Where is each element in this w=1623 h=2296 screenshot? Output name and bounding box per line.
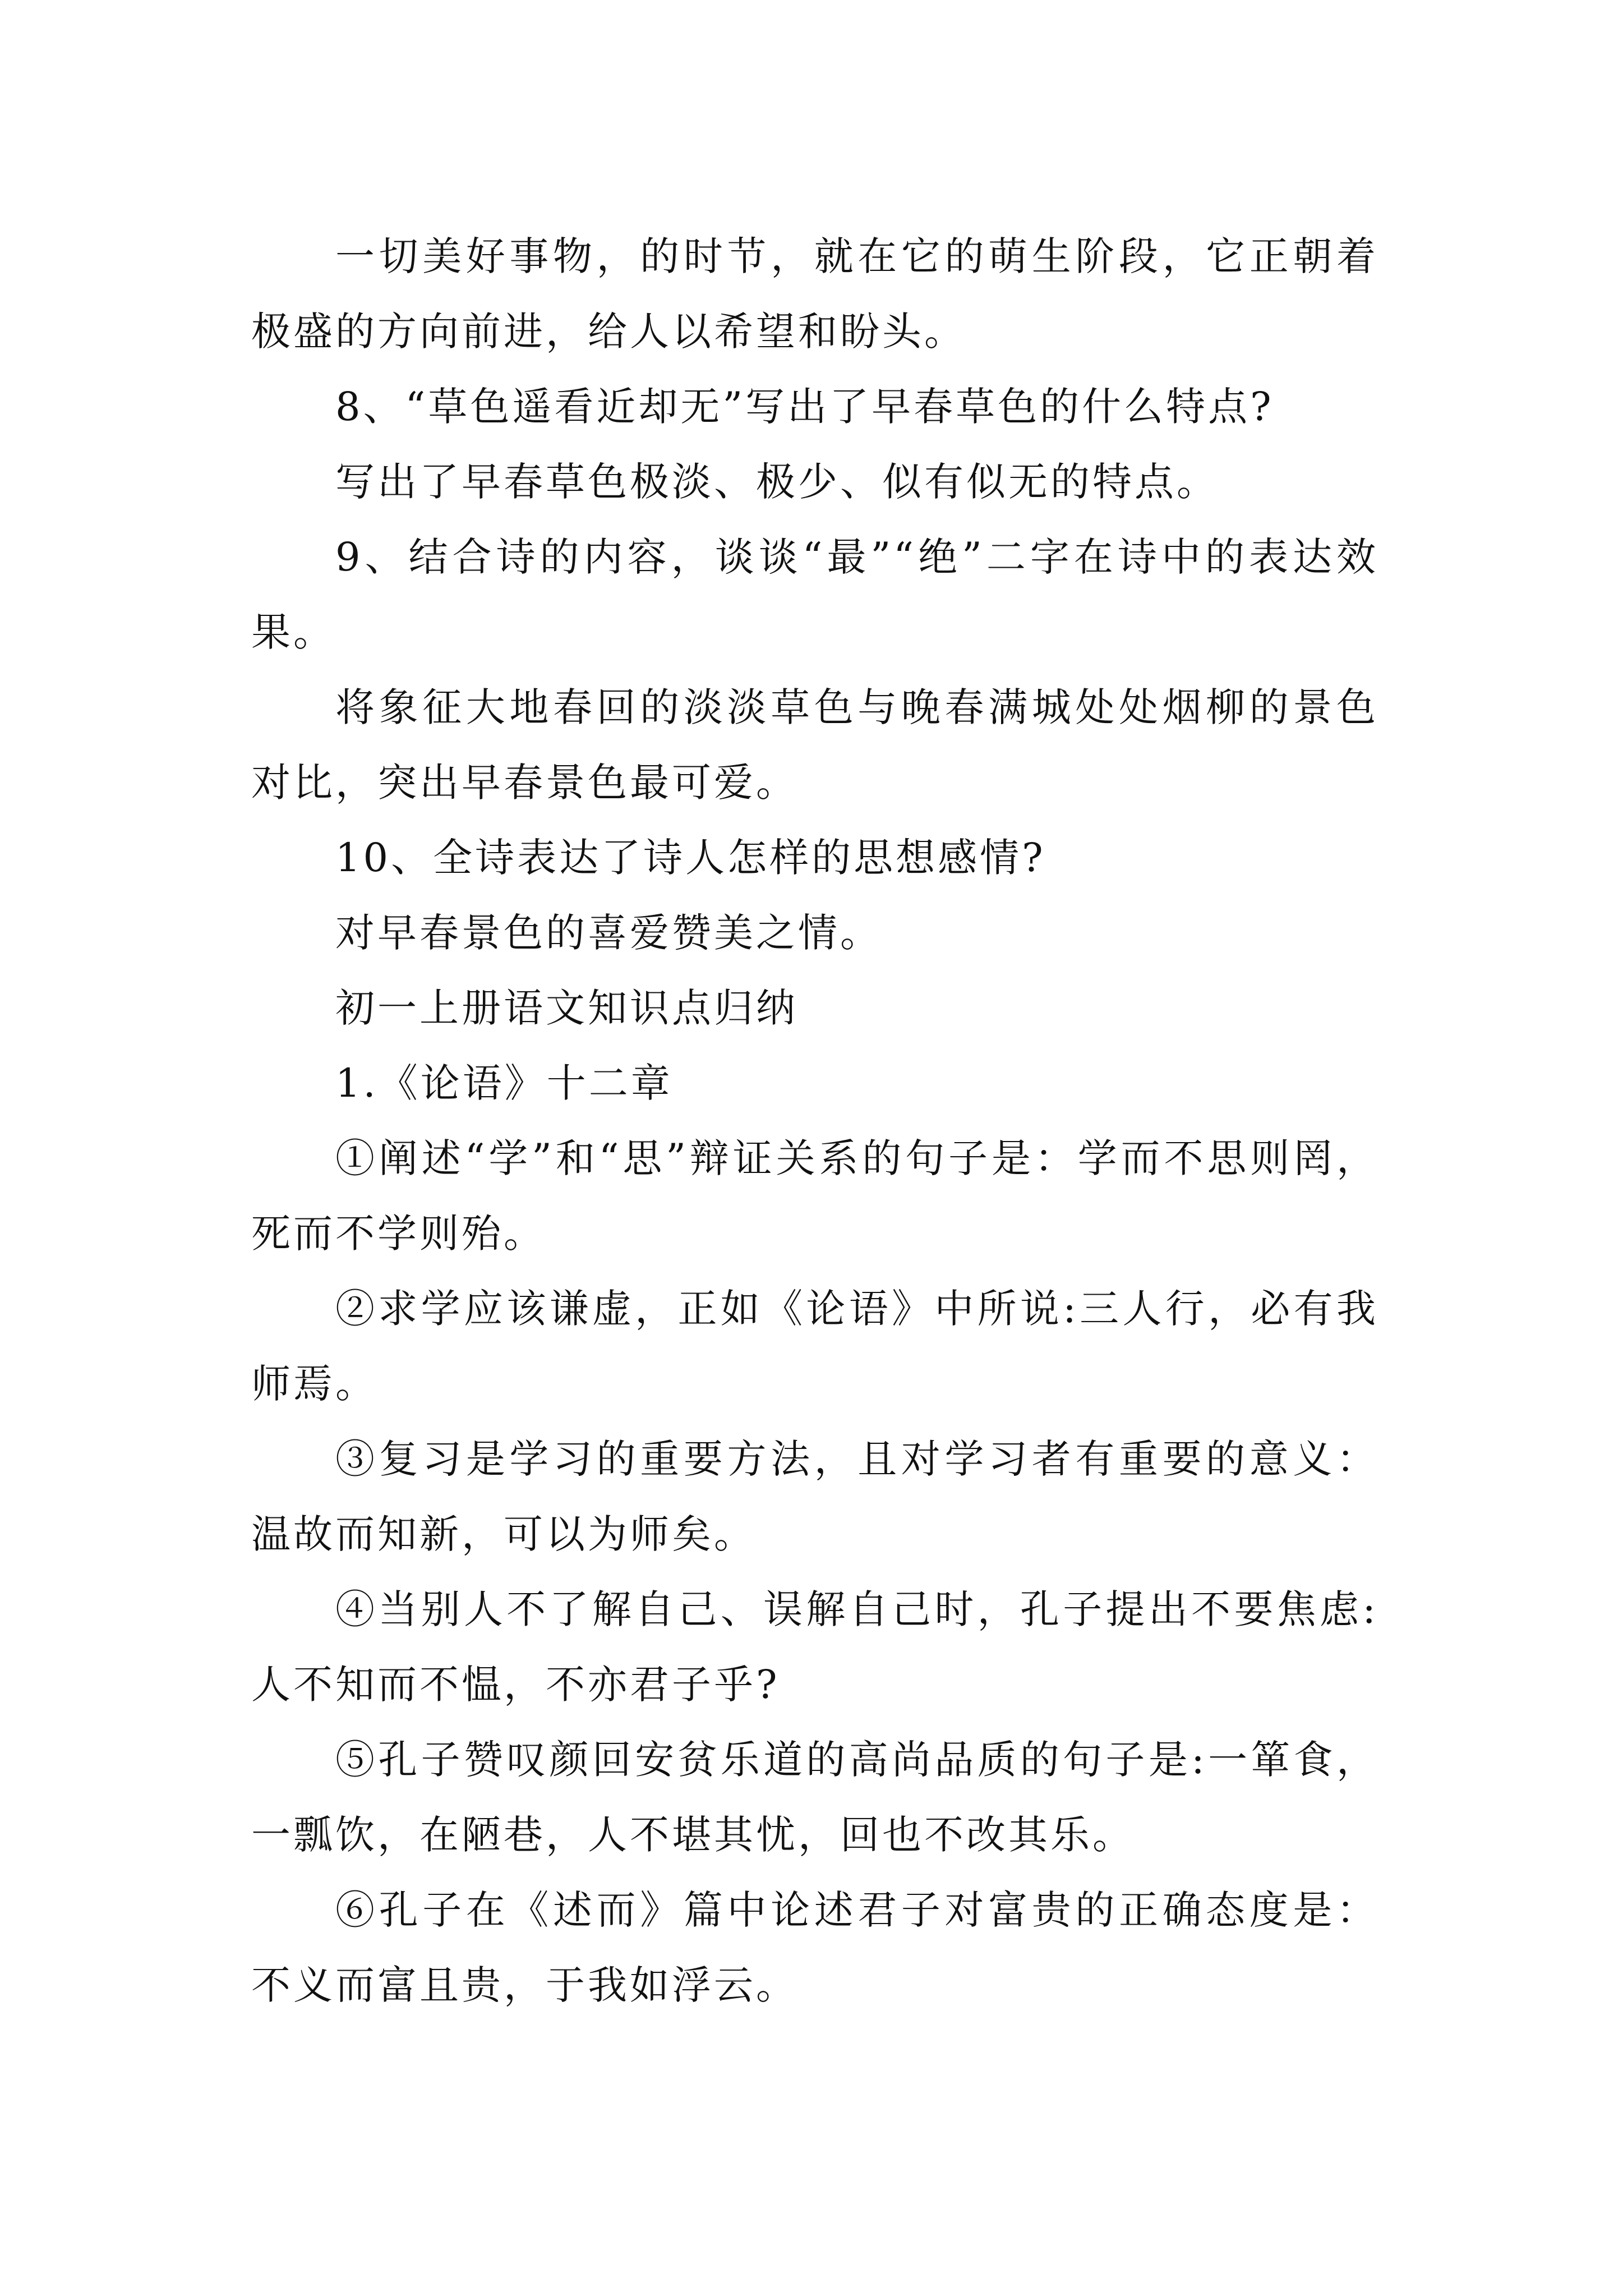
question-9: 9、结合诗的内容，谈谈“最”“绝”二字在诗中的表达效果。 <box>251 534 1378 655</box>
list-item-6: ⑥孔子在《述而》篇中论述君子对富贵的正确态度是：不义而富且贵，于我如浮云。 <box>251 1887 1378 2008</box>
answer-9: 将象征大地春回的淡淡草色与晚春满城处处烟柳的景色对比，突出早春景色最可爱。 <box>251 684 1378 806</box>
list-item-5: ⑤孔子赞叹颜回安贫乐道的高尚品质的句子是:一箪食，一瓢饮，在陋巷，人不堪其忧，回也不改其乐。 <box>251 1737 1378 1858</box>
paragraph-intro: 一切美好事物，的时节，就在它的萌生阶段，它正朝着极盛的方向前进，给人以希望和盼头。 <box>251 233 1378 355</box>
answer-10: 对早春景色的喜爱赞美之情。 <box>335 910 882 956</box>
question-10: 10、全诗表达了诗人怎样的思想感情? <box>335 835 1046 881</box>
question-8: 8、“草色遥看近却无”写出了早春草色的什么特点? <box>335 384 1274 430</box>
document-body <box>251 219 1378 2023</box>
list-item-2: ②求学应该谦虚，正如《论语》中所说:三人行，必有我师焉。 <box>251 1286 1378 1407</box>
list-item-1: ①阐述“学”和“思”辩证关系的句子是：学而不思则罔，死而不学则殆。 <box>251 1135 1378 1257</box>
subsection-heading: 1.《论语》十二章 <box>335 1060 673 1106</box>
list-item-3: ③复习是学习的重要方法，且对学习者有重要的意义：温故而知新，可以为师矣。 <box>251 1436 1378 1557</box>
section-heading: 初一上册语文知识点归纳 <box>335 985 798 1031</box>
answer-8: 写出了早春草色极淡、极少、似有似无的特点。 <box>335 459 1219 505</box>
list-item-4: ④当别人不了解自己、误解自己时，孔子提出不要焦虑:人不知而不愠，不亦君子乎? <box>251 1586 1378 1708</box>
